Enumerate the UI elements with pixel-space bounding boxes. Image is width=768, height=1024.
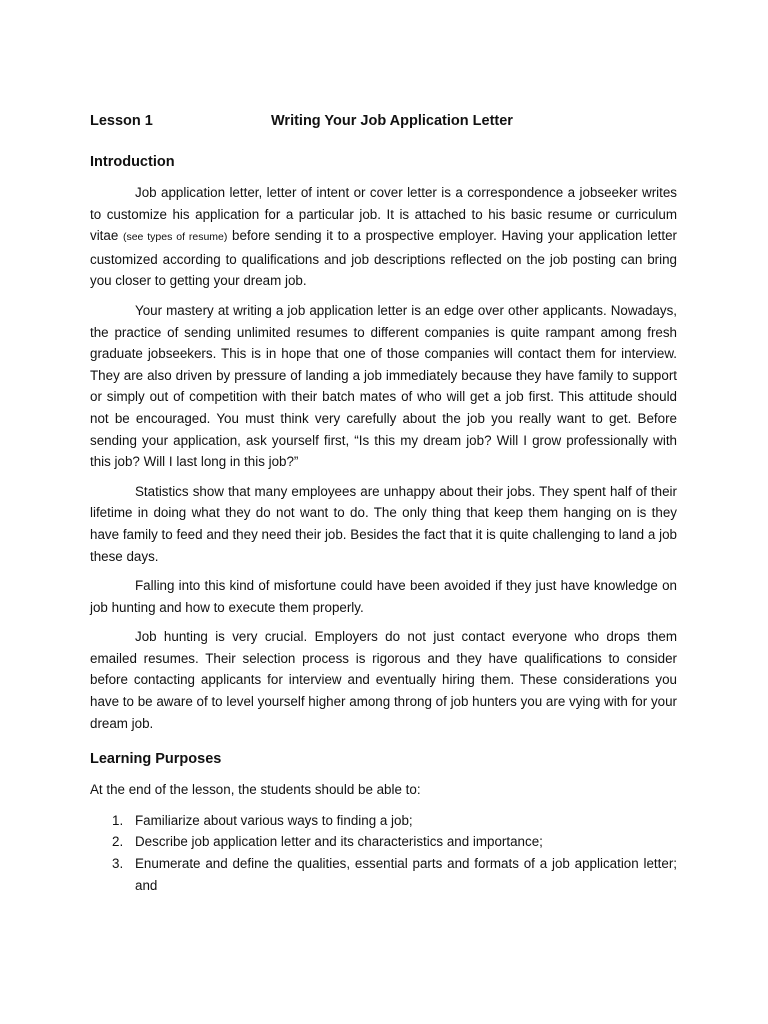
intro-paragraph-2: Your mastery at writing a job application letter is an edge over other applicants. Nowadays, the practice of sending unlimited resumes to different companies is quite rampant among fresh graduate jobseekers. This is in hope that one of those companies will contact them for interview. They are also driven by pressure of landing a job immediately because they have family to support or simply out of competition with their batch mates of who will get a job first. This attitude should not be encouraged. You must think very carefully about the job you really want to get. Before sending your application, ask yourself first, “Is this my dream job? Will I grow professionally with this job? Will I last long in this job?” <box>90 302 677 470</box>
introduction-heading: Introduction <box>90 154 175 170</box>
list-item-text: Familiarize about various ways to finding a job; <box>135 812 413 828</box>
list-item-number: 1. <box>112 812 124 828</box>
intro-paragraph-4: Falling into this kind of misfortune could have been avoided if they just have knowledge on job hunting and how to execute them properly. <box>90 578 677 615</box>
list-item <box>90 831 677 853</box>
learning-purposes-lead: At the end of the lesson, the students should be able to: <box>90 782 421 798</box>
intro-paragraph-1 <box>90 182 677 292</box>
list-item-text: Describe job application letter and its characteristics and importance; <box>135 834 543 850</box>
lesson-number: Lesson 1 <box>90 113 153 129</box>
intro-paragraph-5: Job hunting is very crucial. Employers do not just contact everyone who drops them emailed resumes. Their selection process is rigorous and they have qualifications to consider before contacting applicants for interview and eventually hiring them. These considerations you have to be aware of to level yourself higher among throng of job hunters you are vying with for your dream job. <box>90 629 677 731</box>
intro-paragraph-1-text-b: before sending it to a prospective employer. Having your application letter customized according to qualifications and job descriptions reflected on the job posting can bring you closer to getting your dream job. <box>90 228 678 289</box>
intro-paragraph-1-text-a: Job application letter, letter of intent or cover letter is a correspondence a jobseeker writes to customize his application for a particular job. It is attached to his basic resume or curriculum vitae <box>90 185 677 244</box>
learning-purposes-list <box>90 810 677 896</box>
list-item-number: 3. <box>112 856 124 872</box>
lesson-header <box>90 110 677 134</box>
learning-purposes-heading: Learning Purposes <box>90 751 222 768</box>
list-item-text: Enumerate and define the qualities, essential parts and formats of a job application letter; and <box>135 856 677 893</box>
list-item <box>90 810 677 832</box>
list-item-number: 2. <box>112 834 124 850</box>
intro-paragraph-3: Statistics show that many employees are unhappy about their jobs. They spent half of their lifetime in doing what they do not want to do. The only thing that keep them hanging on is they have family to feed and they need their job. Besides the fact that it is quite challenging to land a job these days. <box>90 483 677 564</box>
document-page <box>90 110 677 896</box>
resume-types-reference: (see types of resume) <box>122 231 228 244</box>
lesson-title: Writing Your Job Application Letter <box>271 113 513 129</box>
list-item <box>90 853 677 896</box>
